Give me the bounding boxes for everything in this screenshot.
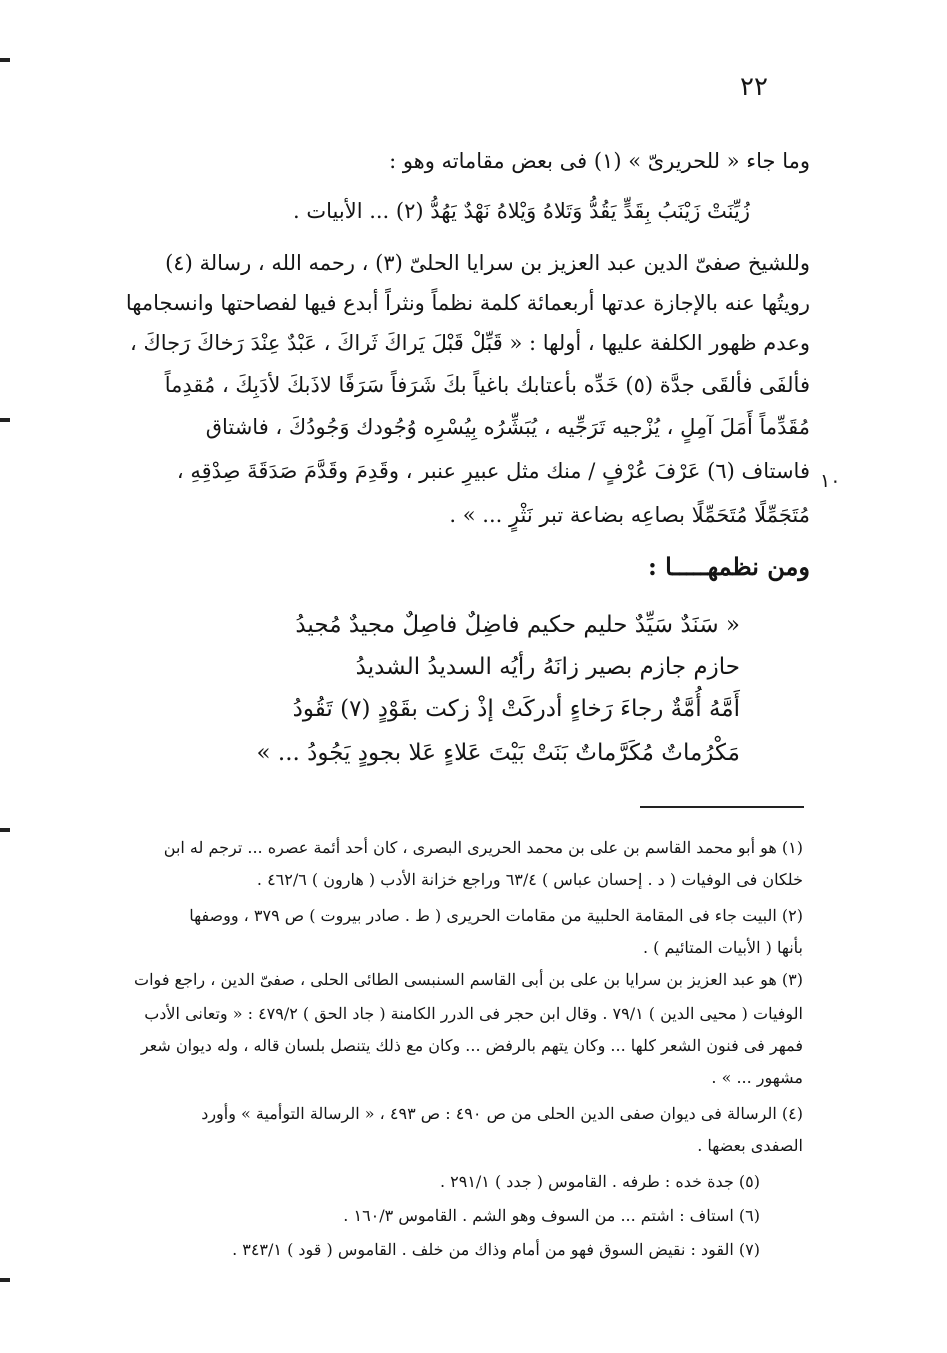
scan-edge-mark [0,1278,10,1282]
body-line: مُتَجَمِّلًا مُتَحَمِّلًا بصاعِه بضاعة تبر نَثْرٍ ... » . [449,503,810,527]
scan-edge-mark [0,58,10,62]
body-line: رويتُها عنه بالإجازة عدتها أربعمائة كلمة نظماً ونثراً أبدع فيها لفصاحتها وانسجامها [125,291,810,315]
footnote-line: (٧) القود : نقيض السوق فهو من أمام وذاك من خلف . القاموس ( قود ) ٣٤٣/١ . [232,1240,760,1259]
footnote-separator [640,806,804,808]
footnote-line: مشهور ... » . [711,1068,803,1087]
poem-verse: « سَنَدٌ سَيِّدٌ حليم حكيم فاضِلٌ فاصِلٌ مجيدٌ مُجيدُ [295,612,740,638]
quoted-verse-line: زُيِّنَتْ زَيْنَبُ بِقَدٍّ يَقُدُّ وَتَلاهُ وَيْلاهُ نَهْدٌ يَهُدُّ (٢) ... الأبيات . [293,199,750,223]
footnote-line: (٥) جدة خده : طرفه . القاموس ( جدد ) ٢٩١/١ . [439,1172,760,1191]
scan-edge-mark [0,828,10,832]
footnote-line: (٦) استاف : اشتم ... من السوف وهو الشم . القاموس ١٦٠/٣ . [343,1206,760,1225]
line-number-marker: ١٠ [820,470,841,492]
footnote-line: بأنها ( الأبيات المتائيم ) . [642,938,803,957]
body-line: مُقَدِّماً أَمَلَ آمِلٍ ، يُزْجيه تَرَجِّيه ، يُبَشِّرُه بِيُسْرِه وُجُودك وَجُودُكَ ، فاشتاق [205,415,810,439]
body-line: وللشيخ صفىّ الدين عبد العزيز بن سرايا الحلىّ (٣) ، رحمه الله ، رسالة (٤) [165,251,810,275]
footnote-line: (٣) هو عبد العزيز بن سرايا بن على بن أبى القاسم السنبسى الطائى الحلى ، صفىّ الدين ، راجع فوات [134,970,803,989]
poem-verse: أَمَّهُ أُمَّةٌ رجاءَ رَخاءٍ أدركَتْ إذْ زكت بقَوْدٍ (٧) تَقُودُ [292,696,740,722]
body-line: فاستاف (٦) عَرْفَ عُرْفٍ / منك مثل عبيرِ عنبر ، وقَدِمَ وقَدَّمَ صَدَقَةَ صِدْقِهِ ، [176,459,810,483]
scan-edge-mark [0,418,10,422]
footnote-line: (١) هو أبو محمد القاسم بن على بن محمد الحريرى البصرى ، كان أحد أئمة عصره ... ترجم له ابن [163,838,803,857]
page-number: ٢٢ [740,72,768,102]
footnote-line: الوفيات ( محيى الدين ) ٧٩/١ . وقال ابن حجر فى الدرر الكامنة ( جاد الحق ) ٤٧٩/٢ : « وتعانى الأدب [144,1004,803,1023]
footnote-line: (٤) الرسالة فى ديوان صفى الدين الحلى من ص ٤٩٠ : ص ٤٩٣ ، « الرسالة التوأمية » وأورد [201,1104,803,1123]
poem-verse: مَكْرُماتٌ مُكَرَّماتٌ بَنَتْ بَيْتَ عَلاءٍ عَلا بجودٍ يَجُودُ ... » [256,740,740,766]
footnote-line: الصفدى بعضها . [697,1136,803,1155]
body-line: فألفَى فألقَى جدَّة (٥) خَدِّه بأعتابك باغياً بكَ شَرَفاً سَرَفًا لاذَبكَ لأدَبِكَ ، مُقدِماً [164,373,810,397]
footnote-line: فمهر فى فنون الشعر كلها ... وكان يتهم بالرفض ... وكان مع ذلك يتنصل بلسان قاله ، وله ديوان شعر [140,1036,803,1055]
footnote-line: (٢) البيت جاء فى المقامة الحلبية من مقامات الحريرى ( ط . صادر بيروت ) ص ٣٧٩ ، ووصفها [189,906,803,925]
body-line: وما جاء « للحريرىّ » (١) فى بعض مقاماته وهو : [389,149,810,173]
poem-verse: حازم جازم بصير زانَهُ رأيُه السديدُ الشديدُ [355,654,740,680]
body-line: وعدم ظهور الكلفة عليها ، أولها : « قَبِّلْ قَبْلَ يَراكَ ثَراكَ ، عَبْدٌ عِنْدَ رَخاكَ رَجاكَ ، [130,331,810,355]
section-heading: ومن نظمهـــــا : [647,552,810,581]
footnote-line: خلكان فى الوفيات ( د . إحسان عباس ) ٦٣/٤ وراجع خزانة الأدب ( هارون ) ٤٦٢/٦ . [256,870,803,889]
